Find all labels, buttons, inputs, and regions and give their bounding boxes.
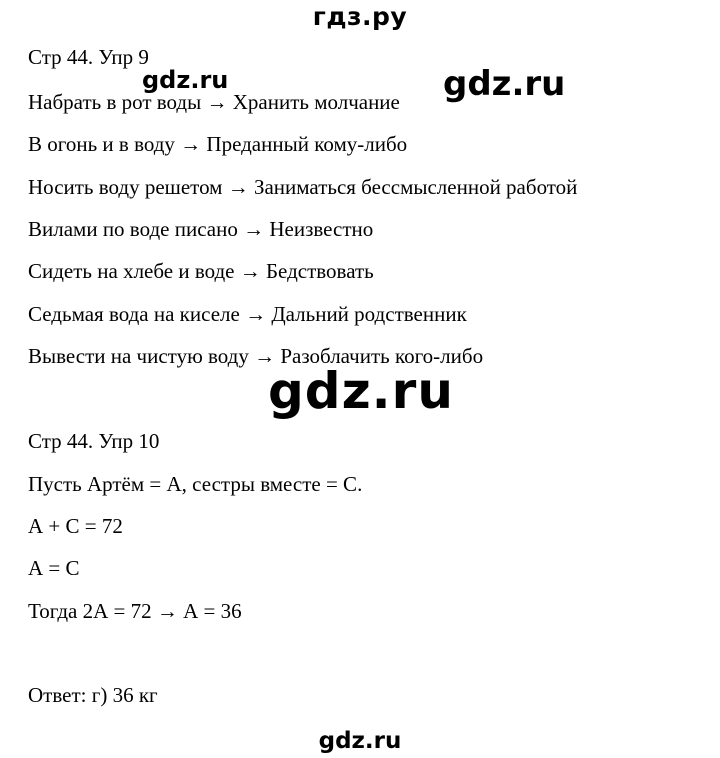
exercise-10-title: Стр 44. Упр 10 [28,429,160,453]
watermark-medium: gdz.ru [443,64,566,104]
site-header-logo: гдз.ру [312,2,408,31]
exercise-9-line-5: Сидеть на хлебе и воде → Бедствовать [28,259,374,283]
exercise-9-line-2: В огонь и в воду → Преданный кому-либо [28,132,408,156]
exercise-10-line-1: Пусть Артём = А, сестры вместе = С. [28,472,363,496]
exercise-9-line-6: Седьмая вода на киселе → Дальний родственник [28,302,467,326]
exercise-9-line-3: Носить воду решетом → Заниматься бессмысленной работой [28,175,578,199]
exercise-9-line-4: Вилами по воде писано → Неизвестно [28,217,374,241]
site-footer-logo: gdz.ru [318,728,402,754]
watermark-small: gdz.ru [142,66,229,94]
exercise-9-title: Стр 44. Упр 9 [28,45,149,69]
exercise-10-answer: Ответ: г) 36 кг [28,683,158,707]
exercise-10-line-3: А = С [28,556,80,580]
exercise-10-line-2: А + С = 72 [28,514,123,538]
exercise-9-line-7: Вывести на чистую воду → Разоблачить кого-либо [28,344,484,368]
exercise-9-line-1: Набрать в рот воды → Хранить молчание [28,90,400,114]
exercise-10-line-4: Тогда 2А = 72 → А = 36 [28,599,242,623]
watermark-large: gdz.ru [268,362,454,420]
